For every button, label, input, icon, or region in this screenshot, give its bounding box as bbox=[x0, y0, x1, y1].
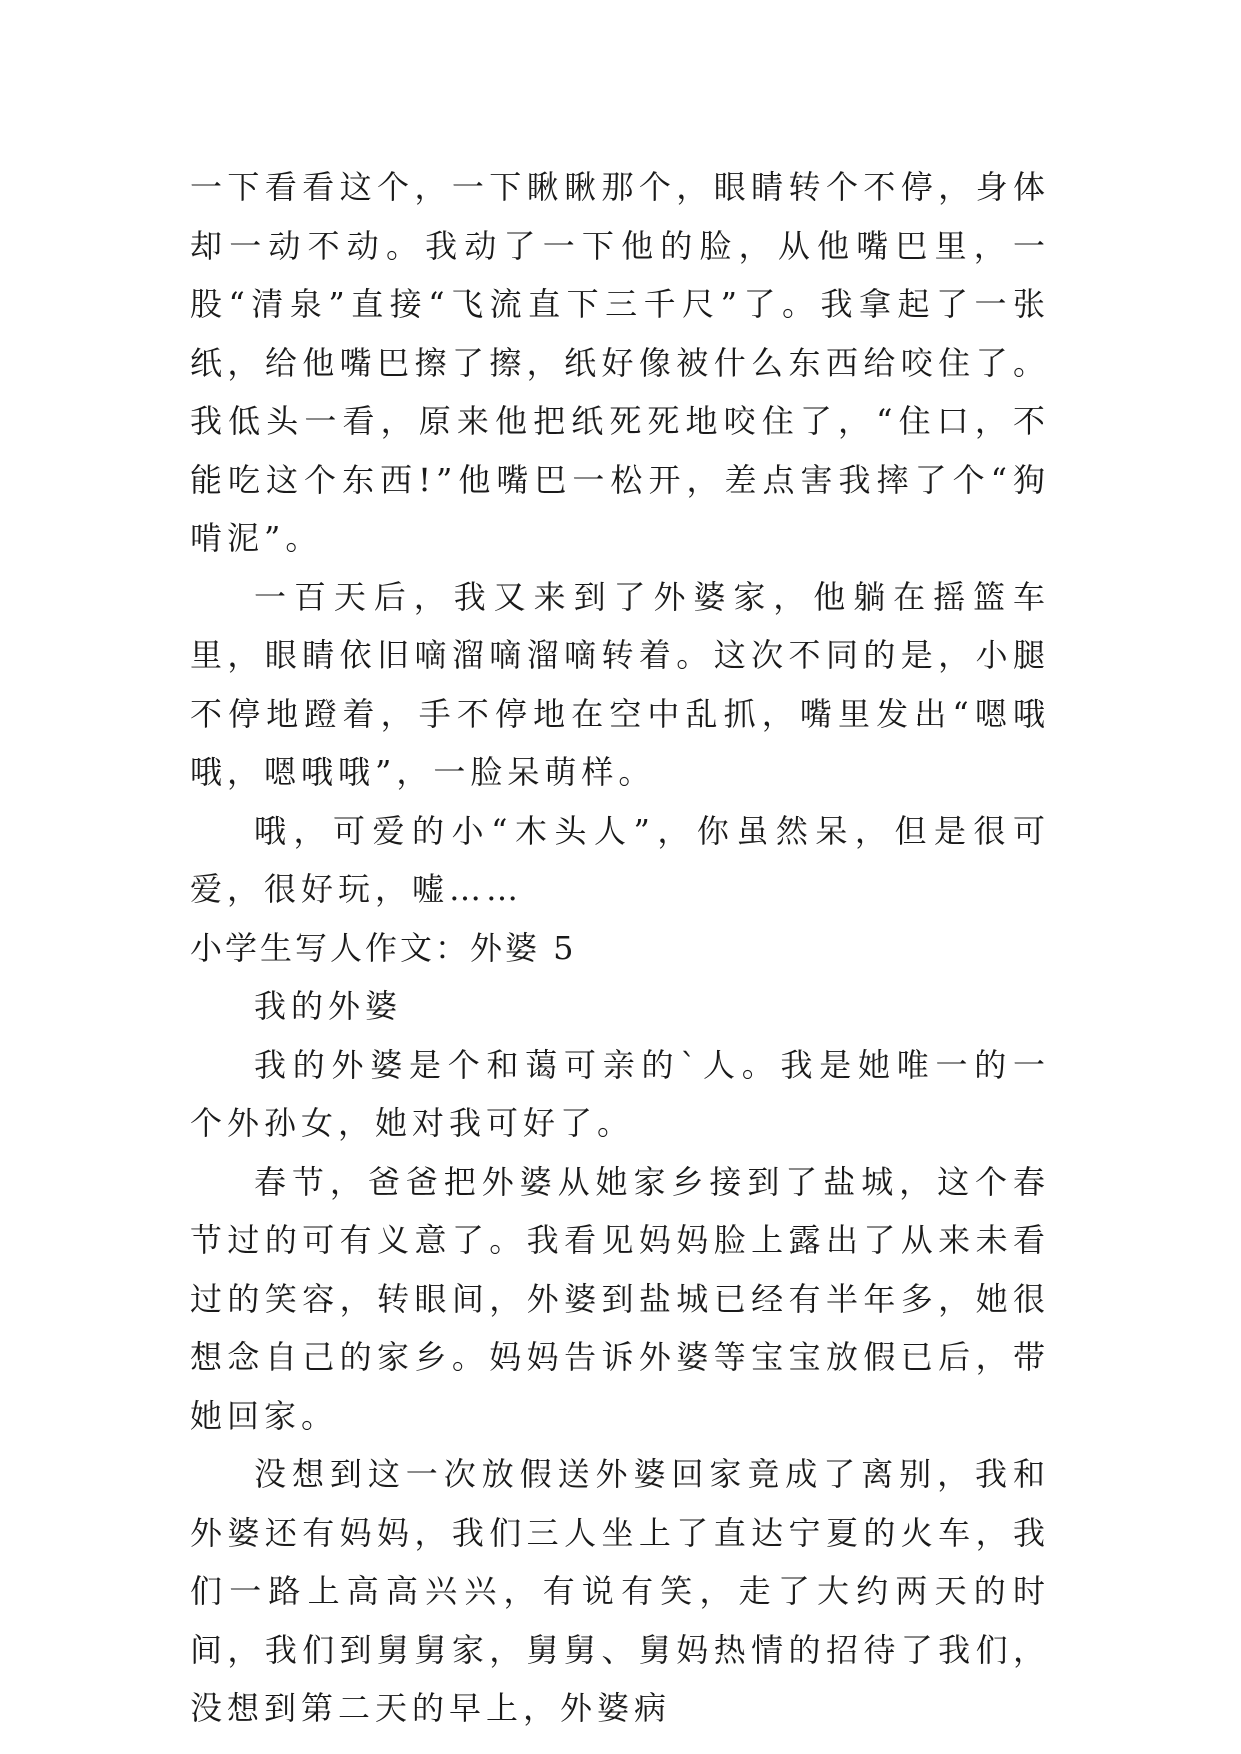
section-title: 小学生写人作文：外婆 5 bbox=[190, 928, 577, 967]
paragraph: 一下看看这个，一下瞅瞅那个，眼睛转个不停，身体却一动不动。我动了一下他的脸，从他嘴巴里，一股“清泉”直接“飞流直下三千尺”了。我拿起了一张纸，给他嘴巴擦了擦，纸好像被什么东西给咬住了。我低头一看，原来他把纸死死地咬住了，“住口，不能吃这个东西!”他嘴巴一松开，差点害我摔了个“狗啃泥”。 bbox=[190, 168, 1050, 557]
paragraph: 没想到这一次放假送外婆回家竟成了离别，我和外婆还有妈妈，我们三人坐上了直达宁夏的火车，我们一路上高高兴兴，有说有笑，走了大约两天的时间，我们到舅舅家，舅舅、舅妈热情的招待了我们，没想到第二天的早上，外婆病 bbox=[190, 1455, 1050, 1727]
paragraph: 我的外婆是个和蔼可亲的`人。我是她唯一的一个外孙女，她对我可好了。 bbox=[190, 1045, 1050, 1142]
paragraph: 一百天后，我又来到了外婆家，他躺在摇篮车里，眼睛依旧嘀溜嘀溜嘀转着。这次不同的是，小腿不停地蹬着，手不停地在空中乱抓，嘴里发出“嗯哦哦，嗯哦哦”，一脸呆萌样。 bbox=[190, 577, 1050, 791]
paragraph: 哦，可爱的小“木头人”，你虽然呆，但是很可爱，很好玩，嘘…… bbox=[190, 811, 1050, 908]
essay-title: 我的外婆 bbox=[254, 987, 403, 1025]
document-body bbox=[190, 158, 1050, 1738]
paragraph: 春节，爸爸把外婆从她家乡接到了盐城，这个春节过的可有义意了。我看见妈妈脸上露出了从来未看过的笑容，转眼间，外婆到盐城已经有半年多，她很想念自己的家乡。妈妈告诉外婆等宝宝放假已后，带她回家。 bbox=[190, 1162, 1050, 1435]
